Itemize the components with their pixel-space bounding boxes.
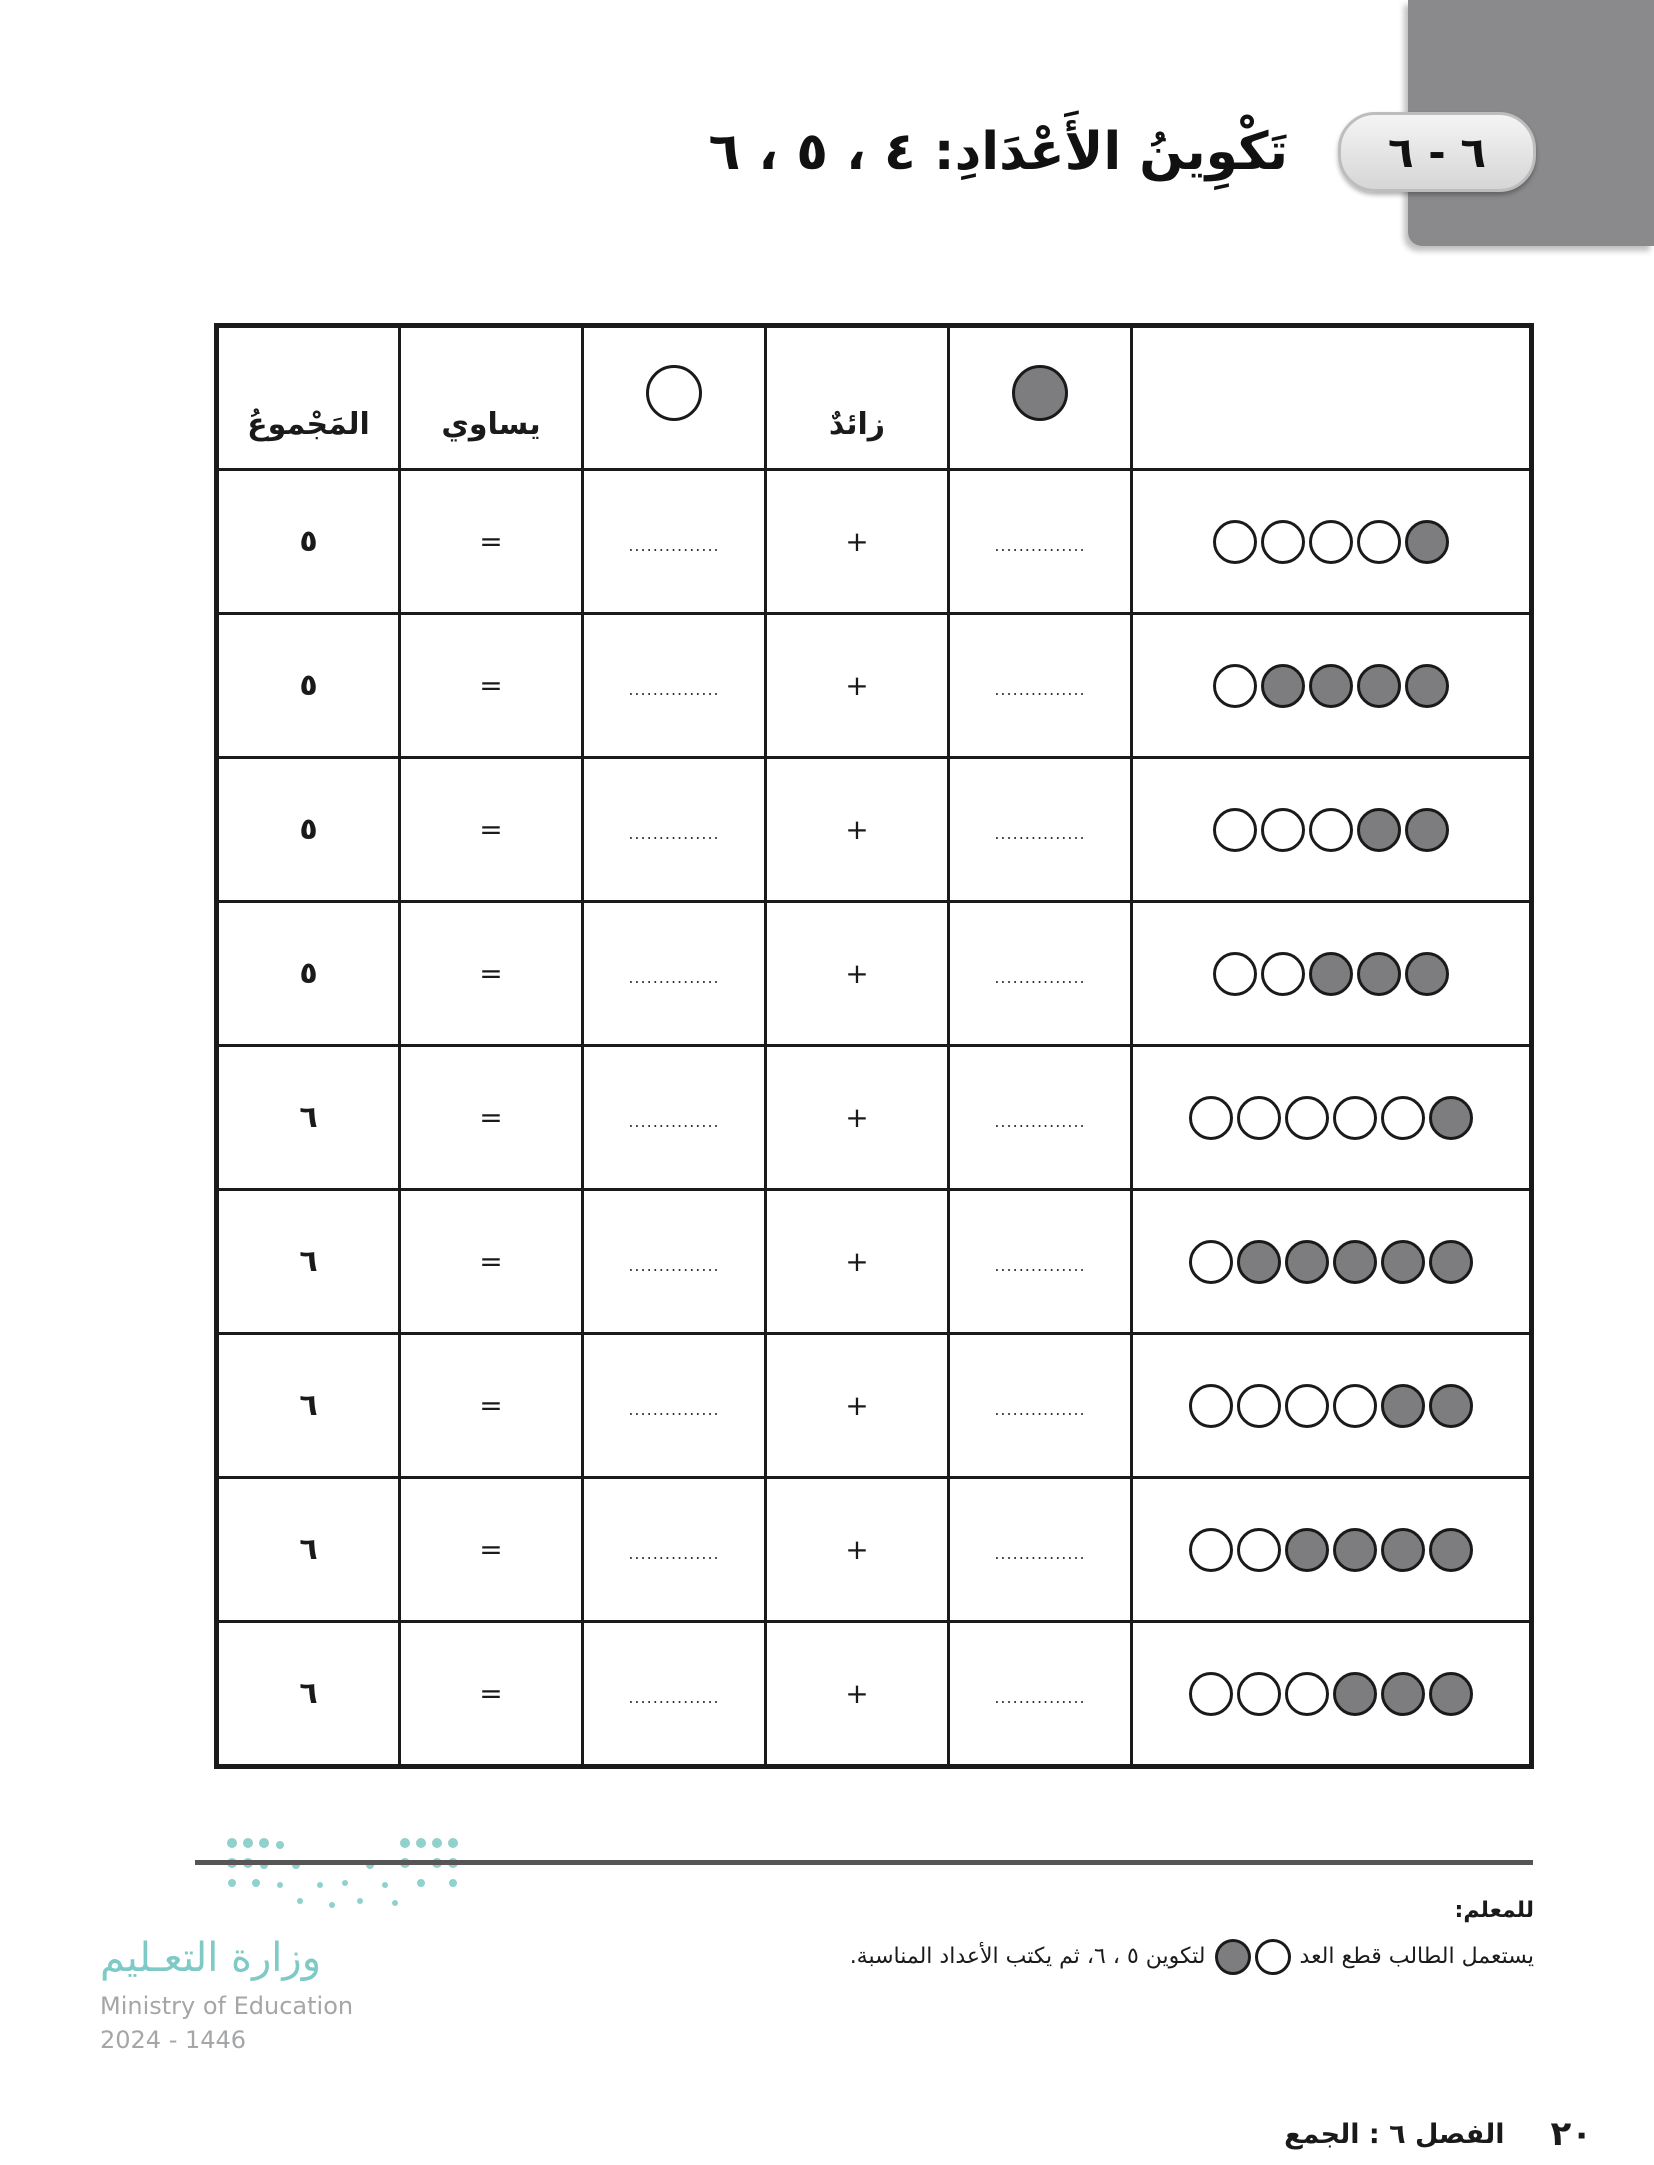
white-counter-icon: [1285, 1096, 1329, 1140]
plus-symbol-cell: [766, 614, 949, 758]
plus-symbol-cell: [766, 1046, 949, 1190]
row-total: ٦: [299, 1244, 318, 1279]
plus-symbol-cell: [766, 1622, 949, 1767]
teacher-note-heading: للمعلم:: [1454, 1898, 1534, 1923]
counters-cell: [1132, 470, 1532, 614]
gray-counter-icon: [1405, 520, 1449, 564]
plus-symbol: +: [845, 1533, 869, 1566]
row-total-cell: [217, 614, 400, 758]
row-total: ٦: [299, 1100, 318, 1135]
white-count-blank-cell: [583, 1190, 766, 1334]
gray-counter-icon: [1309, 664, 1353, 708]
white-counter-icon: [1309, 808, 1353, 852]
ministry-dots-icon: [220, 1835, 470, 1915]
white-counter-icon: [1309, 520, 1353, 564]
white-counter-icon: [1381, 1096, 1425, 1140]
table-row: [217, 1478, 1532, 1622]
white-count-blank-cell: [583, 1478, 766, 1622]
gray-counter-icon: [1285, 1528, 1329, 1572]
white-counter-icon: [1189, 1672, 1233, 1716]
white-counter-icon: [1189, 1528, 1233, 1572]
gray-counter-icon: [1357, 808, 1401, 852]
table-row: [217, 902, 1532, 1046]
lesson-title: تَكْوِينُ الأَعْدَادِ: ٤ ، ٥ ، ٦: [708, 122, 1288, 182]
row-total-cell: [217, 902, 400, 1046]
header-counters: [1132, 326, 1532, 470]
gray-count-blank[interactable]: ...............: [994, 1112, 1086, 1131]
header-white-counter: [583, 326, 766, 470]
header-plus: [766, 326, 949, 470]
plus-symbol-cell: [766, 1190, 949, 1334]
page-footer: [1284, 2114, 1592, 2154]
equals-symbol-cell: [400, 1190, 583, 1334]
row-total: ٦: [299, 1532, 318, 1567]
equals-symbol-cell: [400, 902, 583, 1046]
equals-symbol: =: [479, 813, 503, 846]
row-total-cell: [217, 1478, 400, 1622]
white-counter-icon: [1189, 1384, 1233, 1428]
header-equals-label: يساوي: [441, 406, 541, 442]
gray-counter-icon: [1215, 1939, 1251, 1975]
composition-table: [214, 323, 1534, 1769]
gray-counter-icon: [1333, 1240, 1377, 1284]
equals-symbol-cell: [400, 758, 583, 902]
header-total: [217, 326, 400, 470]
white-count-blank[interactable]: ...............: [628, 1256, 720, 1275]
white-counter-icon: [1237, 1528, 1281, 1572]
equals-symbol-cell: [400, 614, 583, 758]
plus-symbol: +: [845, 669, 869, 702]
white-counter-icon: [646, 365, 702, 421]
plus-symbol: +: [845, 1389, 869, 1422]
teacher-note-text: [850, 1939, 1534, 1975]
gray-counter-icon: [1405, 952, 1449, 996]
teacher-note-text-after: لتكوين ٥ ، ٦، ثم يكتب الأعداد المناسبة.: [849, 1944, 1206, 1969]
white-counter-icon: [1237, 1096, 1281, 1140]
white-count-blank-cell: [583, 1622, 766, 1767]
divider: [195, 1860, 1533, 1865]
gray-counter-icon: [1333, 1672, 1377, 1716]
gray-counter-icon: [1429, 1096, 1473, 1140]
gray-counter-icon: [1237, 1240, 1281, 1284]
counters-cell: [1132, 1334, 1532, 1478]
white-count-blank-cell: [583, 758, 766, 902]
table-row: [217, 1190, 1532, 1334]
plus-symbol-cell: [766, 1478, 949, 1622]
white-count-blank[interactable]: ...............: [628, 968, 720, 987]
gray-count-blank-cell: [949, 1190, 1132, 1334]
equals-symbol: =: [479, 1101, 503, 1134]
white-count-blank[interactable]: ...............: [628, 1544, 720, 1563]
gray-counter-icon: [1429, 1240, 1473, 1284]
white-counter-icon: [1261, 808, 1305, 852]
white-count-blank[interactable]: ...............: [628, 1688, 720, 1707]
gray-counter-icon: [1357, 664, 1401, 708]
gray-counter-icon: [1429, 1384, 1473, 1428]
plus-symbol: +: [845, 525, 869, 558]
white-counter-icon: [1261, 952, 1305, 996]
row-total: ٥: [299, 812, 318, 847]
gray-count-blank[interactable]: ...............: [994, 968, 1086, 987]
white-count-blank[interactable]: ...............: [628, 1400, 720, 1419]
table-row: [217, 470, 1532, 614]
counters-cell: [1132, 1478, 1532, 1622]
white-counter-icon: [1213, 808, 1257, 852]
equals-symbol: =: [479, 525, 503, 558]
white-counter-icon: [1285, 1384, 1329, 1428]
plus-symbol-cell: [766, 470, 949, 614]
equals-symbol-cell: [400, 1046, 583, 1190]
page-number: ٢٠: [1550, 2114, 1592, 2154]
teacher-note-text-before: يستعمل الطالب قطع العد: [1299, 1944, 1534, 1969]
gray-counter-icon: [1012, 365, 1068, 421]
table-body: [217, 470, 1532, 1767]
ministry-name-en: Ministry of Education: [100, 1992, 354, 2020]
header-total-label: المَجْموعُ: [247, 406, 370, 442]
row-total-cell: [217, 1622, 400, 1767]
chapter-label: الفصل ٦ : الجمع: [1284, 2118, 1505, 2150]
white-counter-icon: [1213, 952, 1257, 996]
counters-cell: [1132, 1046, 1532, 1190]
gray-count-blank[interactable]: ...............: [994, 536, 1086, 555]
equals-symbol-cell: [400, 1622, 583, 1767]
gray-count-blank[interactable]: ...............: [994, 1544, 1086, 1563]
teacher-note: [850, 1898, 1534, 1975]
white-count-blank[interactable]: ...............: [628, 680, 720, 699]
gray-counter-icon: [1333, 1528, 1377, 1572]
equals-symbol-cell: [400, 1334, 583, 1478]
header-equals: [400, 326, 583, 470]
ministry-year: 2024 - 1446: [100, 2026, 247, 2054]
gray-count-blank-cell: [949, 758, 1132, 902]
gray-counter-icon: [1429, 1672, 1473, 1716]
white-count-blank[interactable]: ...............: [628, 824, 720, 843]
gray-count-blank-cell: [949, 1622, 1132, 1767]
white-counter-icon: [1285, 1672, 1329, 1716]
gray-counter-icon: [1357, 952, 1401, 996]
white-count-blank-cell: [583, 614, 766, 758]
white-count-blank-cell: [583, 470, 766, 614]
table-row: [217, 1046, 1532, 1190]
ministry-name-ar: وزارة التعـليم: [100, 1935, 322, 1981]
gray-count-blank[interactable]: ...............: [994, 1400, 1086, 1419]
lesson-header: [709, 112, 1537, 192]
gray-count-blank-cell: [949, 1046, 1132, 1190]
plus-symbol-cell: [766, 758, 949, 902]
white-counter-icon: [1213, 520, 1257, 564]
white-counter-icon: [1261, 520, 1305, 564]
plus-symbol-cell: [766, 1334, 949, 1478]
row-total-cell: [217, 1046, 400, 1190]
gray-count-blank[interactable]: ...............: [994, 1688, 1086, 1707]
equals-symbol: =: [479, 1533, 503, 1566]
row-total: ٦: [299, 1676, 318, 1711]
header-gray-counter: [949, 326, 1132, 470]
gray-count-blank[interactable]: ...............: [994, 1256, 1086, 1275]
equals-symbol-cell: [400, 470, 583, 614]
row-total: ٥: [299, 668, 318, 703]
white-counter-icon: [1237, 1384, 1281, 1428]
row-total: ٥: [299, 956, 318, 991]
plus-symbol: +: [845, 957, 869, 990]
row-total: ٥: [299, 524, 318, 559]
counters-cell: [1132, 614, 1532, 758]
white-counter-icon: [1189, 1240, 1233, 1284]
white-count-blank-cell: [583, 902, 766, 1046]
lesson-number-badge: ٦ - ٦: [1338, 112, 1536, 192]
white-count-blank-cell: [583, 1334, 766, 1478]
gray-counter-icon: [1405, 808, 1449, 852]
gray-count-blank[interactable]: ...............: [994, 680, 1086, 699]
gray-counter-icon: [1309, 952, 1353, 996]
white-count-blank[interactable]: ...............: [628, 1112, 720, 1131]
gray-counter-icon: [1381, 1672, 1425, 1716]
equals-symbol: =: [479, 1677, 503, 1710]
equals-symbol: =: [479, 1245, 503, 1278]
plus-symbol: +: [845, 1101, 869, 1134]
white-counter-icon: [1213, 664, 1257, 708]
white-counter-icon: [1333, 1096, 1377, 1140]
gray-count-blank-cell: [949, 470, 1132, 614]
header-plus-label: زائدٌ: [828, 406, 886, 442]
table-row: [217, 758, 1532, 902]
table-row: [217, 614, 1532, 758]
counters-cell: [1132, 902, 1532, 1046]
row-total-cell: [217, 470, 400, 614]
gray-count-blank-cell: [949, 1334, 1132, 1478]
gray-counter-icon: [1405, 664, 1449, 708]
white-counter-icon: [1255, 1939, 1291, 1975]
gray-counter-icon: [1381, 1528, 1425, 1572]
table-header-row: [217, 326, 1532, 470]
ministry-logo: [100, 1835, 480, 2075]
plus-symbol: +: [845, 813, 869, 846]
white-counter-icon: [1237, 1672, 1281, 1716]
counters-cell: [1132, 1622, 1532, 1767]
white-count-blank-cell: [583, 1046, 766, 1190]
gray-counter-icon: [1381, 1384, 1425, 1428]
plus-symbol: +: [845, 1677, 869, 1710]
plus-symbol-cell: [766, 902, 949, 1046]
white-counter-icon: [1357, 520, 1401, 564]
counters-cell: [1132, 1190, 1532, 1334]
equals-symbol: =: [479, 669, 503, 702]
white-count-blank[interactable]: ...............: [628, 536, 720, 555]
row-total-cell: [217, 1334, 400, 1478]
gray-count-blank-cell: [949, 1478, 1132, 1622]
equals-symbol-cell: [400, 1478, 583, 1622]
gray-count-blank-cell: [949, 614, 1132, 758]
row-total-cell: [217, 1190, 400, 1334]
gray-count-blank-cell: [949, 902, 1132, 1046]
counters-cell: [1132, 758, 1532, 902]
row-total: ٦: [299, 1388, 318, 1423]
white-counter-icon: [1333, 1384, 1377, 1428]
gray-counter-icon: [1285, 1240, 1329, 1284]
gray-counter-icon: [1261, 664, 1305, 708]
equals-symbol: =: [479, 957, 503, 990]
white-counter-icon: [1189, 1096, 1233, 1140]
row-total-cell: [217, 758, 400, 902]
gray-count-blank[interactable]: ...............: [994, 824, 1086, 843]
table-row: [217, 1334, 1532, 1478]
equals-symbol: =: [479, 1389, 503, 1422]
gray-counter-icon: [1429, 1528, 1473, 1572]
plus-symbol: +: [845, 1245, 869, 1278]
gray-counter-icon: [1381, 1240, 1425, 1284]
table-row: [217, 1622, 1532, 1767]
